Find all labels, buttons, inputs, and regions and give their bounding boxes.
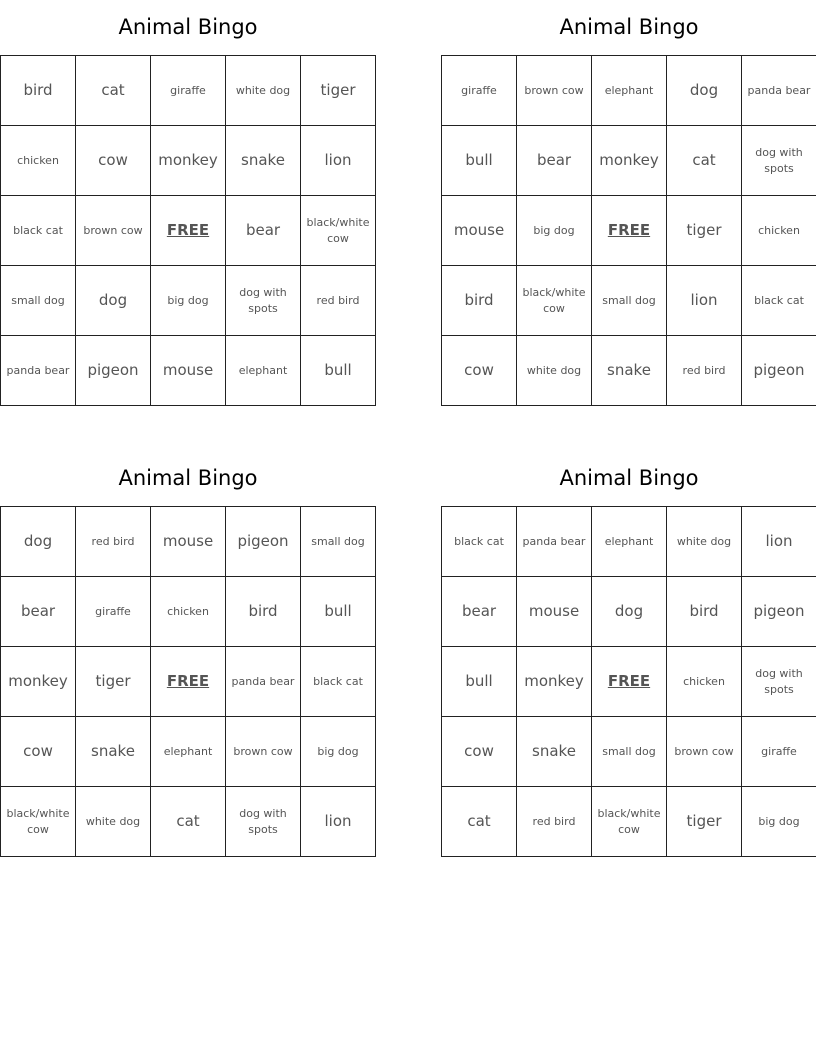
bingo-cell: bird <box>667 577 742 647</box>
bingo-cell: dog <box>1 507 76 577</box>
bingo-card-1 <box>0 0 376 406</box>
bingo-cell: snake <box>226 126 301 196</box>
bingo-grid <box>441 506 816 857</box>
bingo-cell: mouse <box>442 196 517 266</box>
bingo-cell: bear <box>517 126 592 196</box>
card-title: Animal Bingo <box>118 15 258 39</box>
bingo-cell: mouse <box>151 336 226 406</box>
bingo-cell: red bird <box>301 266 376 336</box>
bingo-cell: elephant <box>592 507 667 577</box>
bingo-cell: dog <box>592 577 667 647</box>
bingo-cell: pigeon <box>76 336 151 406</box>
bingo-cell: elephant <box>226 336 301 406</box>
bingo-cell: tiger <box>76 647 151 717</box>
bingo-cell: black/white cow <box>301 196 376 266</box>
bingo-cell: white dog <box>667 507 742 577</box>
bingo-cell: pigeon <box>742 577 816 647</box>
bingo-cell: black cat <box>1 196 76 266</box>
bingo-cell: small dog <box>592 717 667 787</box>
bingo-card-2 <box>441 0 816 406</box>
bingo-cell: dog with spots <box>742 126 816 196</box>
bingo-cell: monkey <box>592 126 667 196</box>
bingo-cell: giraffe <box>76 577 151 647</box>
free-space-cell: FREE <box>151 196 226 266</box>
bingo-card-3 <box>0 451 376 857</box>
bingo-cell: bird <box>226 577 301 647</box>
bingo-card-4 <box>441 451 816 857</box>
bingo-cell: black cat <box>301 647 376 717</box>
bingo-cell: snake <box>76 717 151 787</box>
bingo-cell: chicken <box>742 196 816 266</box>
bingo-cell: giraffe <box>442 56 517 126</box>
bingo-cell: bear <box>442 577 517 647</box>
bingo-cell: dog with spots <box>742 647 816 717</box>
bingo-cell: pigeon <box>226 507 301 577</box>
bingo-cell: dog <box>667 56 742 126</box>
bingo-grid <box>0 506 376 857</box>
bingo-cell: dog with spots <box>226 787 301 857</box>
bingo-cell: cow <box>76 126 151 196</box>
bingo-cell: black/white cow <box>592 787 667 857</box>
bingo-cell: big dog <box>742 787 816 857</box>
bingo-cell: cat <box>442 787 517 857</box>
bingo-cell: pigeon <box>742 336 816 406</box>
bingo-cell: red bird <box>667 336 742 406</box>
bingo-cell: small dog <box>592 266 667 336</box>
free-space-cell: FREE <box>592 196 667 266</box>
bingo-cell: lion <box>667 266 742 336</box>
bingo-cell: snake <box>517 717 592 787</box>
bingo-cell: monkey <box>517 647 592 717</box>
bingo-grid <box>441 55 816 406</box>
bingo-cell: bird <box>1 56 76 126</box>
bingo-cell: giraffe <box>742 717 816 787</box>
bingo-grid <box>0 55 376 406</box>
bingo-cell: white dog <box>76 787 151 857</box>
bingo-cell: bull <box>301 577 376 647</box>
bingo-cell: big dog <box>517 196 592 266</box>
bingo-cell: big dog <box>301 717 376 787</box>
bingo-cell: cat <box>667 126 742 196</box>
bingo-cell: black cat <box>442 507 517 577</box>
bingo-cell: dog with spots <box>226 266 301 336</box>
bingo-cell: bear <box>226 196 301 266</box>
bingo-cell: cow <box>442 336 517 406</box>
bingo-cell: black/white cow <box>1 787 76 857</box>
bingo-cell: cat <box>76 56 151 126</box>
card-title: Animal Bingo <box>559 15 699 39</box>
bingo-cell: monkey <box>1 647 76 717</box>
bingo-cell: panda bear <box>742 56 816 126</box>
card-title: Animal Bingo <box>118 466 258 490</box>
bingo-cell: chicken <box>667 647 742 717</box>
bingo-cell: lion <box>301 126 376 196</box>
bingo-cell: mouse <box>151 507 226 577</box>
bingo-cell: tiger <box>667 196 742 266</box>
bingo-cell: dog <box>76 266 151 336</box>
bingo-cell: big dog <box>151 266 226 336</box>
bingo-cell: tiger <box>301 56 376 126</box>
bingo-cell: panda bear <box>1 336 76 406</box>
bingo-cell: panda bear <box>517 507 592 577</box>
bingo-cell: bull <box>301 336 376 406</box>
bingo-cell: small dog <box>1 266 76 336</box>
bingo-cell: elephant <box>592 56 667 126</box>
bingo-cell: lion <box>301 787 376 857</box>
bingo-cell: panda bear <box>226 647 301 717</box>
bingo-cell: bull <box>442 126 517 196</box>
bingo-cell: elephant <box>151 717 226 787</box>
bingo-cell: cow <box>1 717 76 787</box>
bingo-cell: snake <box>592 336 667 406</box>
bingo-cell: white dog <box>517 336 592 406</box>
bingo-cell: cow <box>442 717 517 787</box>
bingo-cell: cat <box>151 787 226 857</box>
bingo-cell: monkey <box>151 126 226 196</box>
bingo-cell: giraffe <box>151 56 226 126</box>
bingo-cell: bird <box>442 266 517 336</box>
bingo-cell: black cat <box>742 266 816 336</box>
bingo-cell: white dog <box>226 56 301 126</box>
bingo-cell: chicken <box>1 126 76 196</box>
bingo-cell: chicken <box>151 577 226 647</box>
bingo-cell: mouse <box>517 577 592 647</box>
bingo-cell: tiger <box>667 787 742 857</box>
bingo-cell: brown cow <box>667 717 742 787</box>
free-space-cell: FREE <box>151 647 226 717</box>
bingo-cell: red bird <box>517 787 592 857</box>
bingo-cell: bear <box>1 577 76 647</box>
bingo-cell: brown cow <box>76 196 151 266</box>
bingo-cell: bull <box>442 647 517 717</box>
free-space-cell: FREE <box>592 647 667 717</box>
bingo-cell: black/white cow <box>517 266 592 336</box>
card-title: Animal Bingo <box>559 466 699 490</box>
bingo-cell: small dog <box>301 507 376 577</box>
bingo-cell: brown cow <box>517 56 592 126</box>
bingo-cell: brown cow <box>226 717 301 787</box>
bingo-cell: red bird <box>76 507 151 577</box>
bingo-cell: lion <box>742 507 816 577</box>
